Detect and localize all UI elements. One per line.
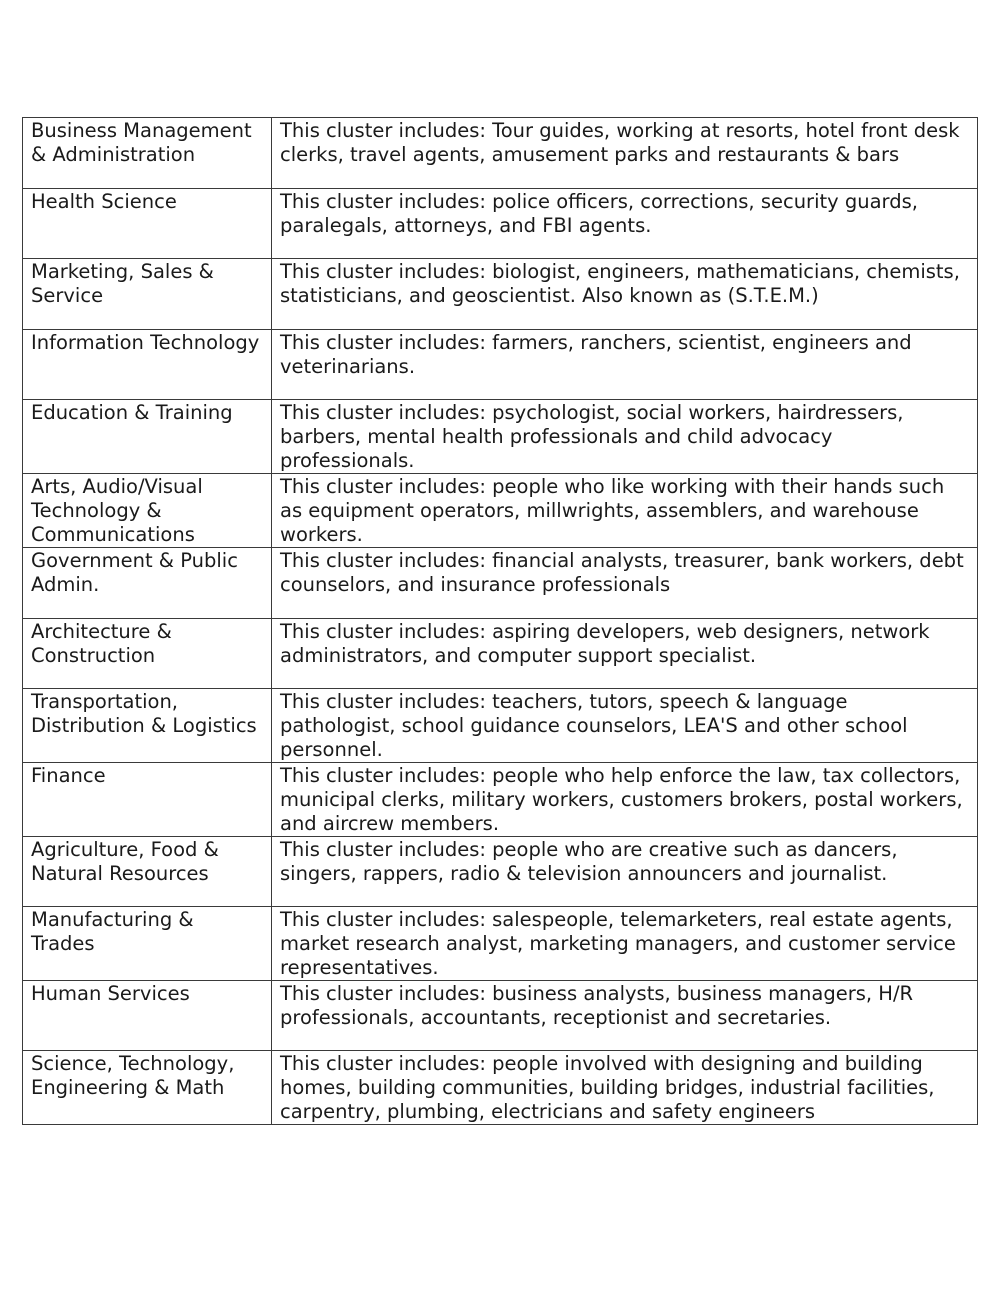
cluster-name-cell: Information Technology — [23, 330, 272, 400]
table-row — [23, 1051, 978, 1125]
table-row — [23, 689, 978, 763]
cluster-description-cell: This cluster includes: teachers, tutors, speech & language pathologist, school guidance counselors, LEA'S and other school personnel. — [272, 689, 978, 763]
cluster-description-cell: This cluster includes: financial analysts, treasurer, bank workers, debt counselors, and insurance professionals — [272, 548, 978, 619]
cluster-description-cell: This cluster includes: people who are creative such as dancers, singers, rappers, radio & television announcers and journalist. — [272, 837, 978, 907]
cluster-name-cell: Marketing, Sales & Service — [23, 259, 272, 330]
cluster-description-cell: This cluster includes: salespeople, telemarketers, real estate agents, market research analyst, marketing managers, and customer service representatives. — [272, 907, 978, 981]
table-row — [23, 907, 978, 981]
cluster-description-cell: This cluster includes: psychologist, social workers, hairdressers, barbers, mental health professionals and child advocacy professionals. — [272, 400, 978, 474]
table-row — [23, 400, 978, 474]
table-row — [23, 118, 978, 189]
cluster-name-cell: Education & Training — [23, 400, 272, 474]
cluster-description-cell: This cluster includes: farmers, ranchers, scientist, engineers and veterinarians. — [272, 330, 978, 400]
cluster-description-cell: This cluster includes: people involved with designing and building homes, building communities, building bridges, industrial facilities, carpentry, plumbing, electricians and safety engineers — [272, 1051, 978, 1125]
cluster-name-cell: Health Science — [23, 189, 272, 259]
cluster-description-cell: This cluster includes: biologist, engineers, mathematicians, chemists, statisticians, and geoscientist. Also known as (S.T.E.M.) — [272, 259, 978, 330]
cluster-name-cell: Architecture & Construction — [23, 619, 272, 689]
cluster-name-cell: Science, Technology, Engineering & Math — [23, 1051, 272, 1125]
career-cluster-table — [22, 117, 978, 1125]
cluster-description-cell: This cluster includes: people who like working with their hands such as equipment operators, millwrights, assemblers, and warehouse workers. — [272, 474, 978, 548]
table-row — [23, 763, 978, 837]
cluster-description-cell: This cluster includes: police officers, corrections, security guards, paralegals, attorneys, and FBI agents. — [272, 189, 978, 259]
cluster-name-cell: Human Services — [23, 981, 272, 1051]
cluster-name-cell: Manufacturing & Trades — [23, 907, 272, 981]
cluster-name-cell: Transportation, Distribution & Logistics — [23, 689, 272, 763]
table-row — [23, 619, 978, 689]
table-row — [23, 330, 978, 400]
cluster-description-cell: This cluster includes: business analysts, business managers, H/R professionals, accountants, receptionist and secretaries. — [272, 981, 978, 1051]
table-row — [23, 837, 978, 907]
table-row — [23, 474, 978, 548]
cluster-name-cell: Government & Public Admin. — [23, 548, 272, 619]
cluster-name-cell: Finance — [23, 763, 272, 837]
table-row — [23, 259, 978, 330]
cluster-name-cell: Arts, Audio/Visual Technology & Communications — [23, 474, 272, 548]
cluster-name-cell: Business Management & Administration — [23, 118, 272, 189]
table-row — [23, 981, 978, 1051]
table-row — [23, 548, 978, 619]
cluster-description-cell: This cluster includes: Tour guides, working at resorts, hotel front desk clerks, travel agents, amusement parks and restaurants & bars — [272, 118, 978, 189]
cluster-description-cell: This cluster includes: people who help enforce the law, tax collectors, municipal clerks, military workers, customers brokers, postal workers, and aircrew members. — [272, 763, 978, 837]
table-row — [23, 189, 978, 259]
cluster-name-cell: Agriculture, Food & Natural Resources — [23, 837, 272, 907]
cluster-description-cell: This cluster includes: aspiring developers, web designers, network administrators, and computer support specialist. — [272, 619, 978, 689]
